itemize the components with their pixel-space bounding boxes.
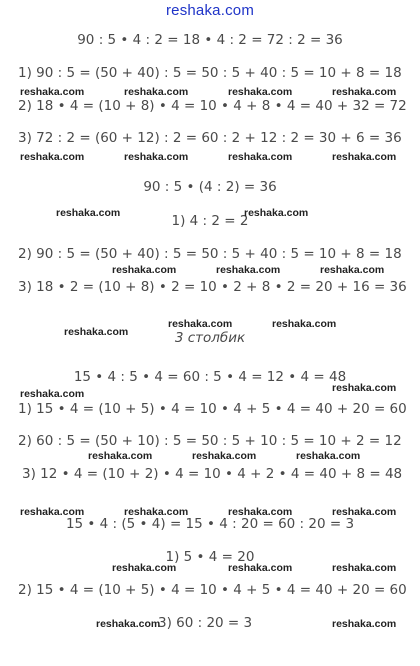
expression-line: 90 : 5 • 4 : 2 = 18 • 4 : 2 = 72 : 2 = 36	[77, 32, 343, 48]
watermark: reshaka.com	[228, 506, 293, 518]
column-heading: 3 столбик	[174, 330, 246, 346]
watermark: reshaka.com	[332, 562, 397, 574]
expression-line: 15 • 4 : (5 • 4) = 15 • 4 : 20 = 60 : 20 = 3	[65, 516, 355, 532]
solution-step: 1) 4 : 2 = 2	[171, 213, 249, 229]
watermark: reshaka.com	[272, 318, 337, 330]
watermark: reshaka.com	[332, 151, 397, 163]
watermark: reshaka.com	[20, 506, 85, 518]
solution-step: 2) 15 • 4 = (10 + 5) • 4 = 10 • 4 + 5 • 4 = 40 + 20 = 60	[18, 582, 407, 598]
watermark: reshaka.com	[88, 450, 153, 462]
watermark: reshaka.com	[244, 207, 309, 219]
watermark: reshaka.com	[228, 151, 293, 163]
watermark: reshaka.com	[192, 450, 257, 462]
expression-line: 15 • 4 : 5 • 4 = 60 : 5 • 4 = 12 • 4 = 48	[73, 369, 347, 385]
solution-step: 3) 18 • 2 = (10 + 8) • 2 = 10 • 2 + 8 • 2 = 20 + 16 = 36	[18, 279, 407, 295]
watermark: reshaka.com	[228, 86, 293, 98]
watermark: reshaka.com	[124, 151, 189, 163]
solution-step: 2) 60 : 5 = (50 + 10) : 5 = 50 : 5 + 10 : 5 = 10 + 2 = 12	[18, 433, 402, 449]
watermark: reshaka.com	[20, 86, 85, 98]
watermark: reshaka.com	[96, 618, 161, 630]
solution-step: 3) 12 • 4 = (10 + 2) • 4 = 10 • 4 + 2 • 4 = 40 + 8 = 48	[22, 466, 403, 482]
watermark: reshaka.com	[124, 506, 189, 518]
solution-step: 1) 15 • 4 = (10 + 5) • 4 = 10 • 4 + 5 • 4 = 40 + 20 = 60	[18, 401, 407, 417]
watermark: reshaka.com	[332, 618, 397, 630]
watermark: reshaka.com	[112, 264, 177, 276]
watermark: reshaka.com	[216, 264, 281, 276]
watermark: reshaka.com	[64, 326, 129, 338]
solution-step: 3) 60 : 20 = 3	[158, 615, 253, 631]
watermark: reshaka.com	[228, 562, 293, 574]
watermark: reshaka.com	[112, 562, 177, 574]
watermark: reshaka.com	[124, 86, 189, 98]
watermark: reshaka.com	[168, 318, 233, 330]
site-logo[interactable]: reshaka.com	[165, 2, 255, 19]
watermark: reshaka.com	[332, 506, 397, 518]
watermark: reshaka.com	[20, 388, 85, 400]
watermark: reshaka.com	[20, 151, 85, 163]
watermark: reshaka.com	[296, 450, 361, 462]
solution-step: 1) 5 • 4 = 20	[165, 549, 255, 565]
watermark: reshaka.com	[320, 264, 385, 276]
solution-step: 2) 90 : 5 = (50 + 40) : 5 = 50 : 5 + 40 : 5 = 10 + 8 = 18	[18, 246, 402, 262]
solution-step: 3) 72 : 2 = (60 + 12) : 2 = 60 : 2 + 12 : 2 = 30 + 6 = 36	[18, 130, 402, 146]
watermark: reshaka.com	[332, 86, 397, 98]
expression-line: 90 : 5 • (4 : 2) = 36	[143, 179, 277, 195]
solution-step: 2) 18 • 4 = (10 + 8) • 4 = 10 • 4 + 8 • 4 = 40 + 32 = 72	[18, 98, 407, 114]
watermark: reshaka.com	[56, 207, 121, 219]
solution-step: 1) 90 : 5 = (50 + 40) : 5 = 50 : 5 + 40 : 5 = 10 + 8 = 18	[18, 65, 402, 81]
watermark: reshaka.com	[332, 382, 397, 394]
